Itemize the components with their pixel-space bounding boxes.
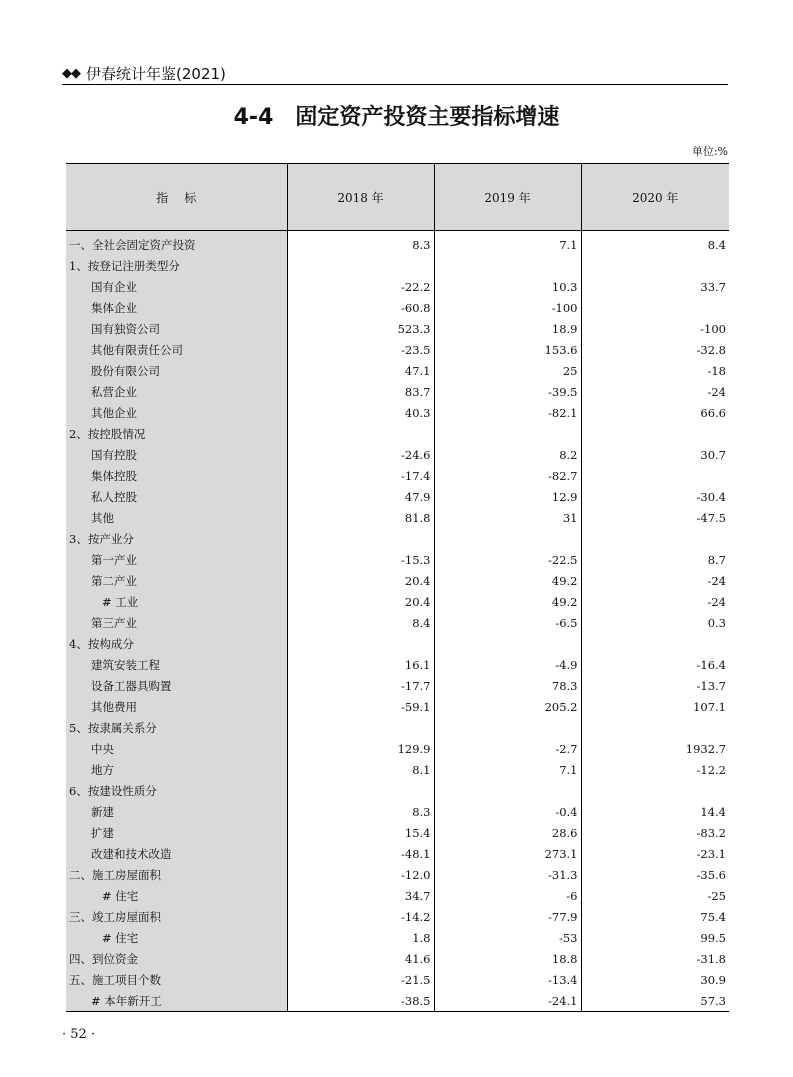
cell-value — [581, 780, 729, 801]
cell-value: 20.4 — [287, 591, 434, 612]
cell-value: -48.1 — [287, 843, 434, 864]
table-row — [66, 402, 729, 423]
cell-value: 129.9 — [287, 738, 434, 759]
cell-value: 8.4 — [581, 231, 729, 256]
cell-value — [581, 423, 729, 444]
row-label: 第二产业 — [66, 570, 287, 591]
cell-value — [434, 528, 581, 549]
row-label: # 工业 — [66, 591, 287, 612]
cell-value: 1.8 — [287, 927, 434, 948]
row-label: # 住宅 — [66, 885, 287, 906]
cell-value: 66.6 — [581, 402, 729, 423]
page-number: · 52 · — [62, 1027, 96, 1042]
cell-value: 14.4 — [581, 801, 729, 822]
cell-value: -2.7 — [434, 738, 581, 759]
cell-value: 25 — [434, 360, 581, 381]
row-label: # 住宅 — [66, 927, 287, 948]
cell-value: -24 — [581, 591, 729, 612]
cell-value: 47.1 — [287, 360, 434, 381]
cell-value: 8.3 — [287, 801, 434, 822]
cell-value: 28.6 — [434, 822, 581, 843]
row-label: 新建 — [66, 801, 287, 822]
cell-value: 57.3 — [581, 990, 729, 1012]
header-2020: 2020 年 — [581, 164, 729, 231]
row-label: 国有独资公司 — [66, 318, 287, 339]
cell-value: 99.5 — [581, 927, 729, 948]
row-label: 建筑安装工程 — [66, 654, 287, 675]
table-row — [66, 822, 729, 843]
table-row — [66, 759, 729, 780]
cell-value: 15.4 — [287, 822, 434, 843]
table-row — [66, 255, 729, 276]
cell-value: 31 — [434, 507, 581, 528]
cell-value: -30.4 — [581, 486, 729, 507]
cell-value: -17.4 — [287, 465, 434, 486]
table-row — [66, 738, 729, 759]
header-2018: 2018 年 — [287, 164, 434, 231]
cell-value — [287, 528, 434, 549]
cell-value — [287, 717, 434, 738]
cell-value: 33.7 — [581, 276, 729, 297]
cell-value — [287, 255, 434, 276]
cell-value: -31.3 — [434, 864, 581, 885]
row-label: 地方 — [66, 759, 287, 780]
cell-value: -0.4 — [434, 801, 581, 822]
cell-value: 7.1 — [434, 231, 581, 256]
table-row — [66, 612, 729, 633]
row-label: 中央 — [66, 738, 287, 759]
row-label: 3、按产业分 — [66, 528, 287, 549]
table-row — [66, 864, 729, 885]
table-row — [66, 486, 729, 507]
cell-value: -23.1 — [581, 843, 729, 864]
row-label: 其他有限责任公司 — [66, 339, 287, 360]
row-label: 设备工器具购置 — [66, 675, 287, 696]
cell-value: 30.7 — [581, 444, 729, 465]
cell-value: 20.4 — [287, 570, 434, 591]
table-row — [66, 696, 729, 717]
header-2019: 2019 年 — [434, 164, 581, 231]
table-row — [66, 318, 729, 339]
cell-value: 18.8 — [434, 948, 581, 969]
cell-value — [581, 465, 729, 486]
table-row — [66, 780, 729, 801]
table-row — [66, 360, 729, 381]
table-row — [66, 675, 729, 696]
cell-value: -38.5 — [287, 990, 434, 1012]
table-row — [66, 843, 729, 864]
cell-value: 523.3 — [287, 318, 434, 339]
row-label: 四、到位资金 — [66, 948, 287, 969]
row-label: 第三产业 — [66, 612, 287, 633]
cell-value — [287, 633, 434, 654]
row-label: 国有控股 — [66, 444, 287, 465]
cell-value: 34.7 — [287, 885, 434, 906]
table-row — [66, 423, 729, 444]
stats-table-wrapper — [66, 163, 729, 1012]
cell-value: -83.2 — [581, 822, 729, 843]
table-row — [66, 969, 729, 990]
row-label: 三、竣工房屋面积 — [66, 906, 287, 927]
table-row — [66, 591, 729, 612]
cell-value: 8.1 — [287, 759, 434, 780]
cell-value — [581, 297, 729, 318]
cell-value — [581, 255, 729, 276]
cell-value: 18.9 — [434, 318, 581, 339]
diamond-icon: ◆◆ — [62, 65, 80, 81]
row-label: # 本年新开工 — [66, 990, 287, 1012]
row-label: 2、按控股情况 — [66, 423, 287, 444]
cell-value: 49.2 — [434, 570, 581, 591]
row-label: 其他费用 — [66, 696, 287, 717]
cell-value: 12.9 — [434, 486, 581, 507]
cell-value: -24.6 — [287, 444, 434, 465]
cell-value — [581, 717, 729, 738]
page-title: 4-4 固定资产投资主要指标增速 — [233, 105, 560, 130]
cell-value: -82.7 — [434, 465, 581, 486]
row-label: 扩建 — [66, 822, 287, 843]
table-row — [66, 906, 729, 927]
cell-value: -60.8 — [287, 297, 434, 318]
row-label: 1、按登记注册类型分 — [66, 255, 287, 276]
cell-value: 205.2 — [434, 696, 581, 717]
cell-value: 40.3 — [287, 402, 434, 423]
row-label: 其他企业 — [66, 402, 287, 423]
row-label: 私营企业 — [66, 381, 287, 402]
cell-value — [287, 423, 434, 444]
table-row — [66, 297, 729, 318]
cell-value: -25 — [581, 885, 729, 906]
cell-value: -13.7 — [581, 675, 729, 696]
cell-value: 8.3 — [287, 231, 434, 256]
cell-value: -39.5 — [434, 381, 581, 402]
table-row — [66, 231, 729, 256]
cell-value: 0.3 — [581, 612, 729, 633]
cell-value: -100 — [434, 297, 581, 318]
cell-value: -32.8 — [581, 339, 729, 360]
cell-value: -31.8 — [581, 948, 729, 969]
table-row — [66, 465, 729, 486]
cell-value: 81.8 — [287, 507, 434, 528]
cell-value: 107.1 — [581, 696, 729, 717]
cell-value: -17.7 — [287, 675, 434, 696]
table-row — [66, 381, 729, 402]
cell-value: -23.5 — [287, 339, 434, 360]
cell-value: -6.5 — [434, 612, 581, 633]
cell-value: -24 — [581, 570, 729, 591]
cell-value: 153.6 — [434, 339, 581, 360]
cell-value — [581, 633, 729, 654]
table-row — [66, 948, 729, 969]
cell-value: -59.1 — [287, 696, 434, 717]
cell-value: 10.3 — [434, 276, 581, 297]
cell-value — [287, 780, 434, 801]
cell-value — [434, 423, 581, 444]
header-indicator: 指标 — [66, 164, 287, 231]
table-row — [66, 549, 729, 570]
cell-value: -21.5 — [287, 969, 434, 990]
cell-value: 30.9 — [581, 969, 729, 990]
table-row — [66, 885, 729, 906]
cell-value: 8.4 — [287, 612, 434, 633]
cell-value: -13.4 — [434, 969, 581, 990]
row-label: 私人控股 — [66, 486, 287, 507]
row-label: 股份有限公司 — [66, 360, 287, 381]
cell-value — [434, 780, 581, 801]
row-label: 改建和技术改造 — [66, 843, 287, 864]
row-label: 集体控股 — [66, 465, 287, 486]
cell-value: 75.4 — [581, 906, 729, 927]
table-row — [66, 528, 729, 549]
table-row — [66, 990, 729, 1012]
cell-value: -24 — [581, 381, 729, 402]
table-row — [66, 444, 729, 465]
row-label: 6、按建设性质分 — [66, 780, 287, 801]
row-label: 第一产业 — [66, 549, 287, 570]
row-label: 五、施工项目个数 — [66, 969, 287, 990]
table-row — [66, 570, 729, 591]
row-label: 二、施工房屋面积 — [66, 864, 287, 885]
cell-value: -18 — [581, 360, 729, 381]
row-label: 4、按构成分 — [66, 633, 287, 654]
cell-value: 273.1 — [434, 843, 581, 864]
cell-value: -12.0 — [287, 864, 434, 885]
cell-value: -100 — [581, 318, 729, 339]
cell-value: -47.5 — [581, 507, 729, 528]
row-label: 集体企业 — [66, 297, 287, 318]
row-label: 一、全社会固定资产投资 — [66, 231, 287, 256]
cell-value: -24.1 — [434, 990, 581, 1012]
stats-table — [66, 163, 729, 1012]
cell-value — [434, 633, 581, 654]
cell-value: -53 — [434, 927, 581, 948]
cell-value: -22.5 — [434, 549, 581, 570]
cell-value: -14.2 — [287, 906, 434, 927]
cell-value: -4.9 — [434, 654, 581, 675]
cell-value: 1932.7 — [581, 738, 729, 759]
book-title: 伊春统计年鉴(2021) — [86, 64, 226, 83]
cell-value: -15.3 — [287, 549, 434, 570]
table-row — [66, 927, 729, 948]
cell-value: -6 — [434, 885, 581, 906]
cell-value: -16.4 — [581, 654, 729, 675]
cell-value: -12.2 — [581, 759, 729, 780]
cell-value: 7.1 — [434, 759, 581, 780]
cell-value — [434, 255, 581, 276]
unit-label: 单位:% — [691, 145, 728, 158]
running-header — [62, 62, 226, 84]
cell-value: -35.6 — [581, 864, 729, 885]
table-row — [66, 654, 729, 675]
row-label: 国有企业 — [66, 276, 287, 297]
table-row — [66, 507, 729, 528]
cell-value: -77.9 — [434, 906, 581, 927]
cell-value — [434, 717, 581, 738]
cell-value: 83.7 — [287, 381, 434, 402]
cell-value: 78.3 — [434, 675, 581, 696]
cell-value: -22.2 — [287, 276, 434, 297]
cell-value: 8.2 — [434, 444, 581, 465]
header-rule — [62, 84, 728, 85]
row-label: 其他 — [66, 507, 287, 528]
table-body — [66, 231, 729, 1012]
table-header-row — [66, 164, 729, 231]
cell-value: 49.2 — [434, 591, 581, 612]
table-row — [66, 339, 729, 360]
table-row — [66, 633, 729, 654]
table-row — [66, 717, 729, 738]
cell-value: 8.7 — [581, 549, 729, 570]
cell-value: -82.1 — [434, 402, 581, 423]
cell-value: 47.9 — [287, 486, 434, 507]
cell-value — [581, 528, 729, 549]
cell-value: 41.6 — [287, 948, 434, 969]
row-label: 5、按隶属关系分 — [66, 717, 287, 738]
cell-value: 16.1 — [287, 654, 434, 675]
table-row — [66, 276, 729, 297]
table-row — [66, 801, 729, 822]
